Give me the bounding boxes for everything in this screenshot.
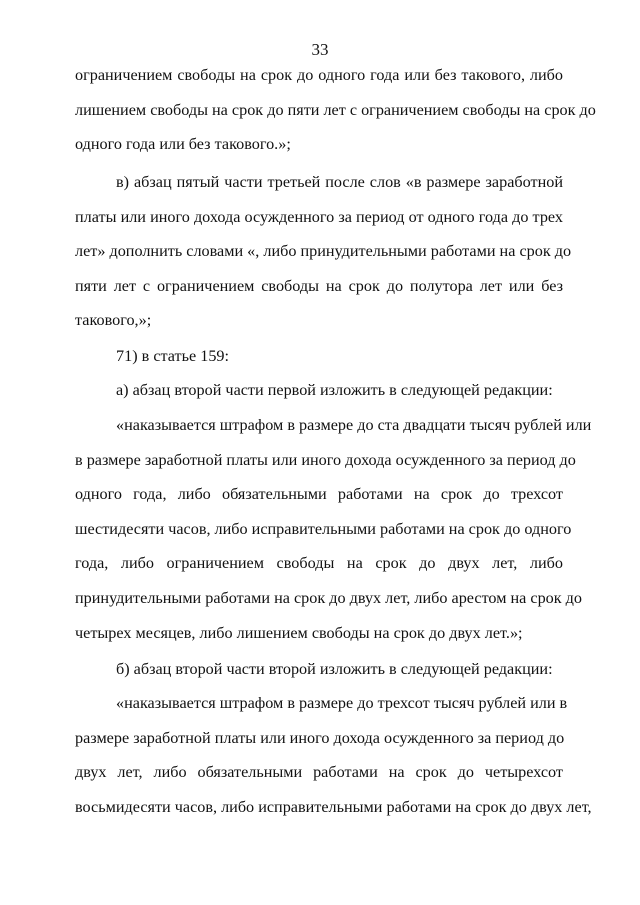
text-line: «наказывается штрафом в размере до ста двадцати тысяч рублей или <box>116 416 592 434</box>
text-line: в) абзац пятый части третьей после слов «в размере заработной <box>116 173 563 191</box>
text-line: одного года, либо обязательными работами на срок до трехсот <box>75 485 563 504</box>
paragraph-item-b <box>116 652 553 687</box>
text-line: «наказывается штрафом в размере до трехсот тысяч рублей или в <box>116 694 568 712</box>
paragraph-article-159 <box>116 339 229 374</box>
text-line: такового,»; <box>75 311 152 330</box>
text-line: восьмидесяти часов, либо исправительными работами на срок до двух лет, <box>75 797 592 816</box>
text-line: размере заработной платы или иного дохода осужденного за период до <box>75 728 565 747</box>
text-line: шестидесяти часов, либо исправительными работами на срок до одного <box>75 519 572 538</box>
text-line: пяти лет с ограничением свободы на срок до полутора лет или без <box>75 276 563 295</box>
text-line: двух лет, либо обязательными работами на срок до четырехсот <box>75 763 563 782</box>
text-line: б) абзац второй части второй изложить в следующей редакции: <box>116 660 553 678</box>
text-line: одного года или без такового.»; <box>75 135 291 154</box>
text-line: в размере заработной платы или иного дохода осужденного за период до <box>75 450 576 469</box>
paragraph-continuation <box>75 58 596 162</box>
text-line: принудительными работами на срок до двух лет, либо арестом на срок до <box>75 588 583 607</box>
text-line: платы или иного дохода осужденного за период от одного года до трех <box>75 207 563 226</box>
paragraph-sanction-part-two <box>75 686 592 824</box>
text-line: четырех месяцев, либо лишением свободы на срок до двух лет.»; <box>75 623 523 642</box>
text-line: ограничением свободы на срок до одного года или без такового, либо <box>75 66 563 84</box>
text-line: 71) в статье 159: <box>116 347 230 365</box>
paragraph-sanction-part-one <box>75 408 592 650</box>
text-line: а) абзац второй части первой изложить в следующей редакции: <box>116 381 553 399</box>
text-line: лишением свободы на срок до пяти лет с ограничением свободы на срок до <box>75 100 596 119</box>
text-line: года, либо ограничением свободы на срок до двух лет, либо <box>75 554 563 573</box>
page-number: 33 <box>311 40 329 59</box>
paragraph-item-v <box>75 165 572 338</box>
paragraph-item-a <box>116 373 553 408</box>
text-line: лет» дополнить словами «, либо принудительными работами на срок до <box>75 242 572 261</box>
